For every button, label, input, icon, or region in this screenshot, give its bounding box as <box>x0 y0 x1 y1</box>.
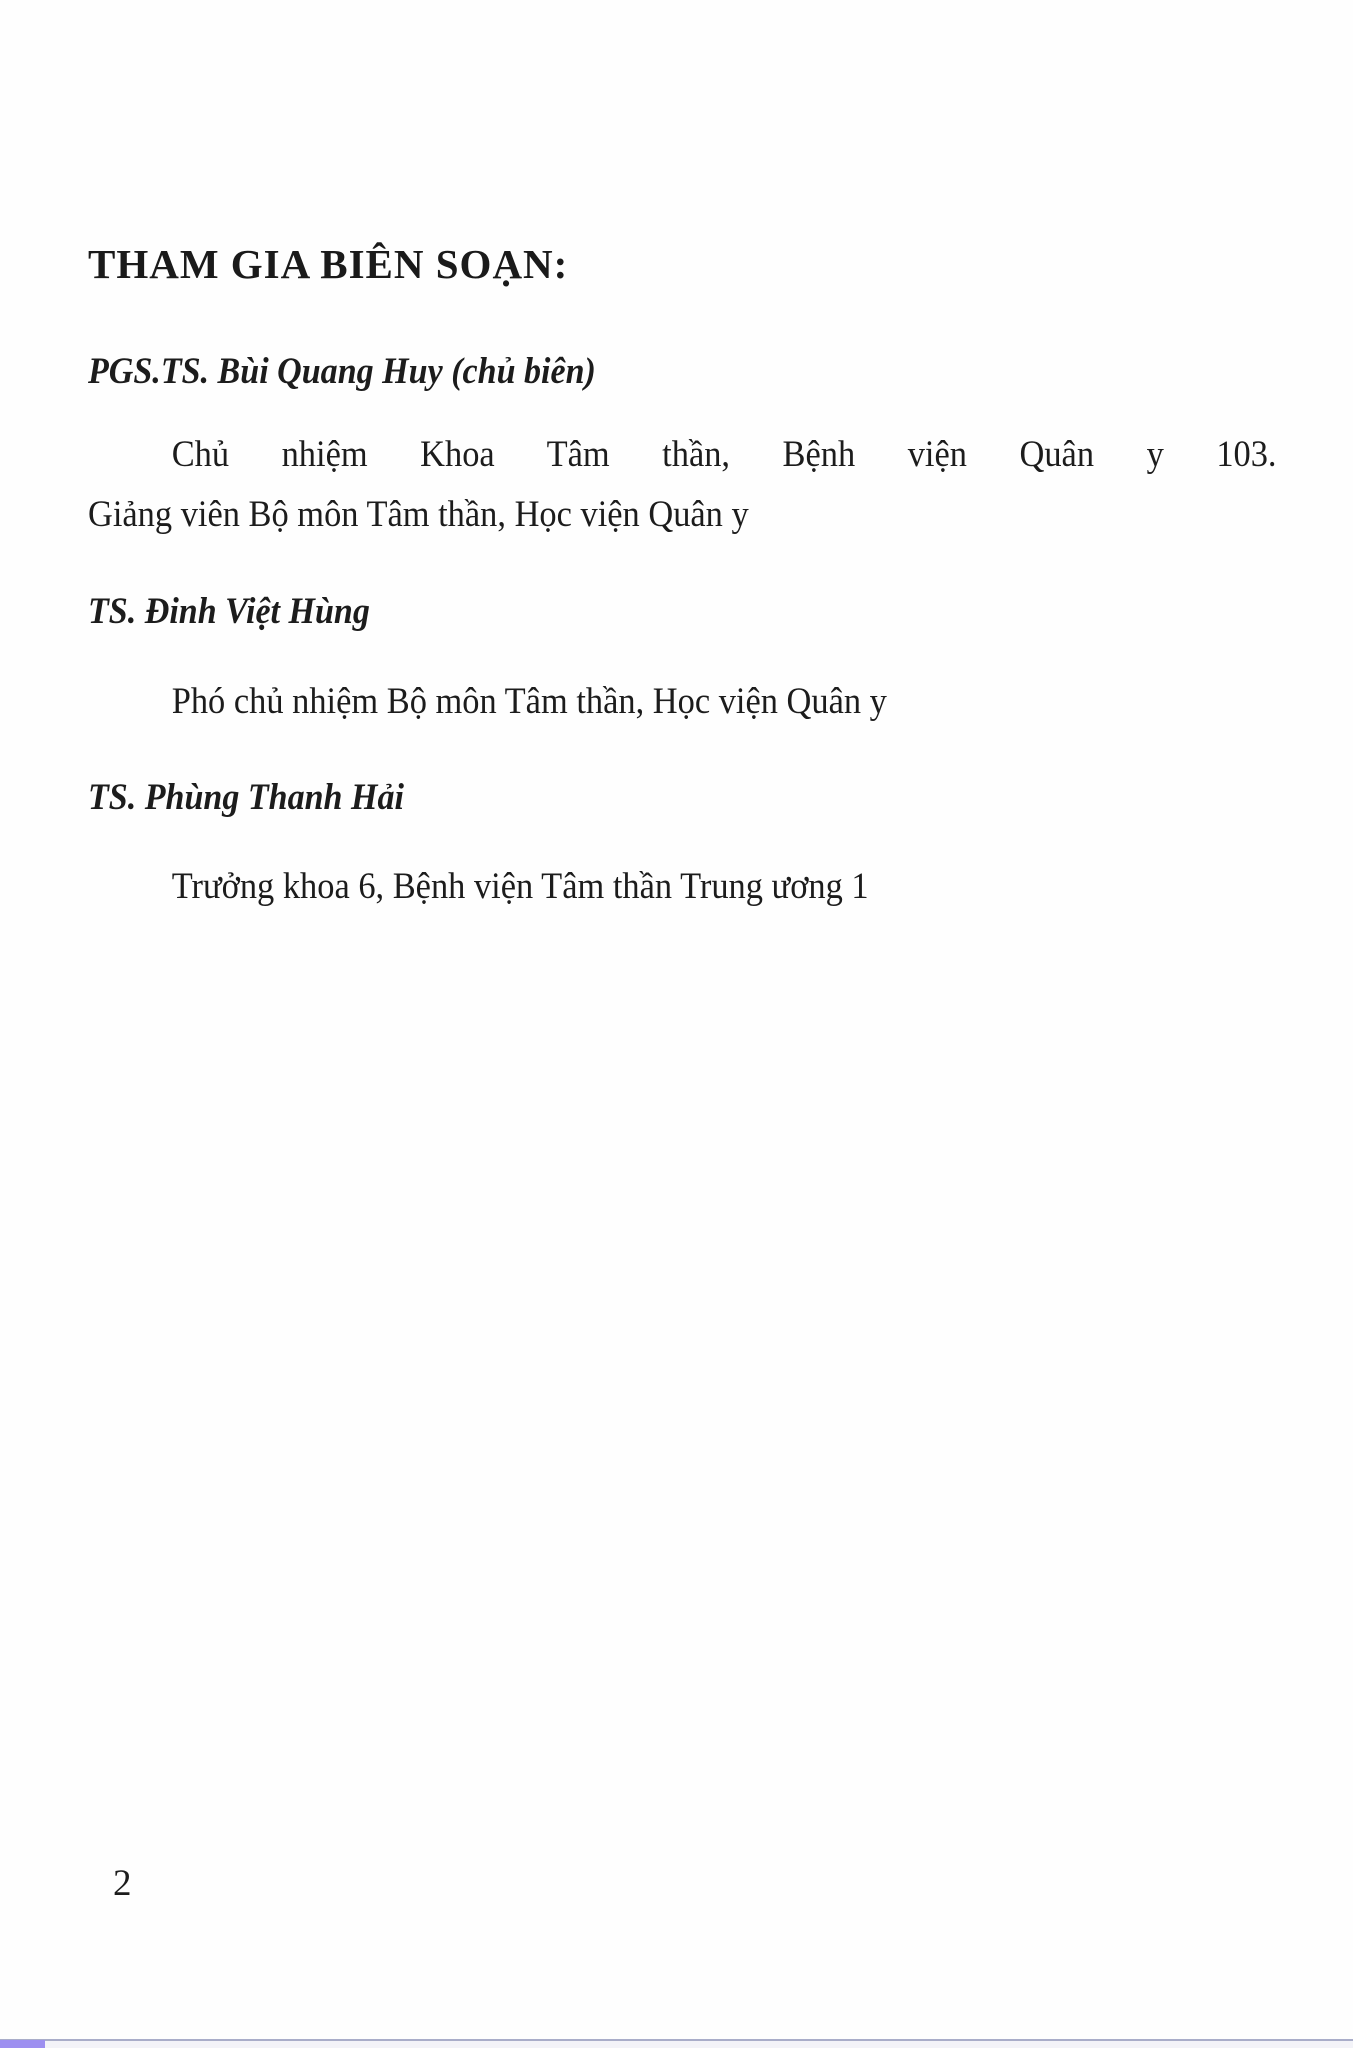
contributor-role-line: Giảng viên Bộ môn Tâm thần, Học viện Quân y <box>88 494 749 535</box>
contributor-role-line: Trưởng khoa 6, Bệnh viện Tâm thần Trung ương 1 <box>171 866 869 907</box>
corner-tint <box>0 2040 45 2048</box>
page-bottom-shade <box>0 2041 1353 2048</box>
page-number: 2 <box>113 1863 132 1904</box>
contributor-role-block <box>88 857 869 917</box>
contributor-name: TS. Đinh Việt Hùng <box>88 591 370 632</box>
contributor-role-block <box>88 425 1277 545</box>
section-heading: THAM GIA BIÊN SOẠN: <box>88 241 569 287</box>
contributor-role-line: Phó chủ nhiệm Bộ môn Tâm thần, Học viện Quân y <box>171 681 887 722</box>
contributor-role-line: Chủ nhiệm Khoa Tâm thần, Bệnh viện Quân y 103. <box>171 434 1277 475</box>
contributor-name: TS. Phùng Thanh Hải <box>88 777 404 818</box>
contributor-role-block <box>88 672 887 732</box>
contributor-name: PGS.TS. Bùi Quang Huy (chủ biên) <box>88 351 596 392</box>
